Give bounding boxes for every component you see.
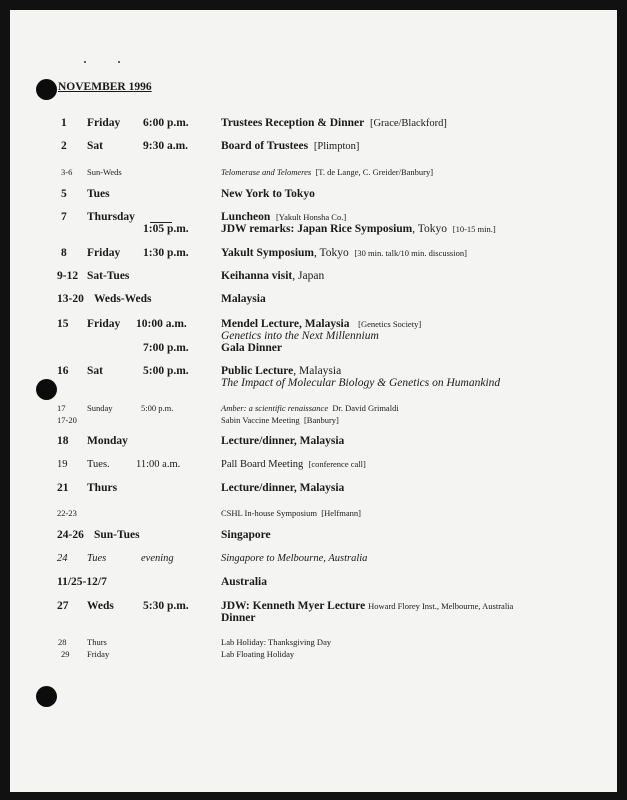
entry-date: 17 [57, 403, 66, 413]
entry-event: Public Lecture, Malaysia [221, 365, 342, 377]
document-page [10, 10, 617, 792]
entry-event-secondary: Gala Dinner [221, 342, 283, 354]
entry-day: Thursday [87, 211, 135, 223]
entry-day: Sun-Weds [87, 167, 122, 177]
entry-date: 15 [57, 318, 69, 330]
entry-day: Monday [87, 435, 128, 447]
entry-event: Singapore [221, 529, 271, 541]
entry-date: 1 [61, 117, 67, 129]
entry-event-secondary: Dinner [221, 612, 256, 624]
entry-date: 2 [61, 140, 67, 152]
entry-subtitle: The Impact of Molecular Biology & Genetics on Humankind [221, 377, 501, 389]
entry-event: Lab Floating Holiday [221, 649, 295, 659]
entry-time: 10:00 a.m. [136, 318, 187, 330]
entry-event: Yakult Symposium, Tokyo [30 min. talk/10 min. discussion] [221, 247, 467, 259]
entry-event: Trustees Reception & Dinner [Grace/Blackford] [221, 117, 447, 129]
entry-event: Amber: a scientific renaissance Dr. David Grimaldi [221, 403, 399, 413]
entry-date: 24-26 [57, 529, 84, 541]
entry-time: 7:00 p.m. [143, 342, 189, 354]
entry-day: Sat [87, 140, 103, 152]
entry-subtitle: Genetics into the Next Millennium [221, 330, 379, 342]
entry-date: 22-23 [57, 508, 77, 518]
entry-date: 7 [61, 211, 67, 223]
entry-date: 29 [61, 649, 70, 659]
entry-date: 28 [58, 637, 67, 647]
entry-event: Keihanna visit, Japan [221, 270, 325, 282]
entry-event: Mendel Lecture, Malaysia [Genetics Society] [221, 318, 422, 330]
entry-day: Friday [87, 649, 110, 659]
entry-date: 16 [57, 365, 69, 377]
entry-event: New York to Tokyo [221, 188, 315, 200]
entry-event: Singapore to Melbourne, Australia [221, 553, 368, 564]
entry-day: Weds [87, 600, 114, 612]
entry-event: JDW: Kenneth Myer Lecture Howard Florey Inst., Melbourne, Australia [221, 600, 514, 612]
entry-day: Weds-Weds [94, 293, 152, 305]
entry-event: Malaysia [221, 293, 266, 305]
entry-date: 9-12 [57, 270, 79, 282]
entry-date: 5 [61, 188, 67, 200]
page-title: NOVEMBER 1996 [58, 81, 152, 93]
entry-date: 17-20 [57, 415, 77, 425]
speck-mark [118, 61, 120, 63]
entry-day: Sat [87, 365, 103, 377]
entry-day: Friday [87, 318, 121, 330]
entry-date: 11/25-12/7 [57, 576, 107, 588]
entry-day: Tues [87, 553, 107, 564]
entry-event-secondary: JDW remarks: Japan Rice Symposium, Tokyo [10-15 min.] [221, 223, 496, 235]
entry-day: Tues [87, 188, 110, 200]
entry-time: 9:30 a.m. [143, 140, 189, 152]
punch-hole [36, 79, 57, 100]
entry-event: Sabin Vaccine Meeting [Banbury] [221, 415, 339, 425]
entry-event: Luncheon [Yakult Honsha Co.] [221, 211, 347, 223]
entry-event: CSHL In-house Symposium [Helfmann] [221, 508, 361, 518]
punch-hole [36, 379, 57, 400]
entry-event: Pall Board Meeting [conference call] [221, 459, 366, 470]
entry-date: 18 [57, 435, 69, 447]
speck-mark [84, 61, 86, 63]
entry-day: Sat-Tues [87, 270, 130, 282]
entry-time: 1:30 p.m. [143, 247, 189, 259]
entry-day: Sun-Tues [94, 529, 140, 541]
entry-day: Sunday [87, 403, 113, 413]
entry-date: 3-6 [61, 167, 73, 177]
entry-date: 19 [57, 459, 68, 470]
entry-event: Lab Holiday: Thanksgiving Day [221, 637, 332, 647]
entry-date: 13-20 [57, 293, 84, 305]
entry-date: 21 [57, 482, 69, 494]
entry-time: evening [141, 553, 174, 564]
entry-time: 5:30 p.m. [143, 600, 189, 612]
entry-event: Lecture/dinner, Malaysia [221, 435, 345, 447]
entry-day: Thurs [87, 482, 118, 494]
entry-time: 5:00 p.m. [143, 365, 189, 377]
entry-day: Friday [87, 247, 121, 259]
entry-time: 6:00 p.m. [143, 117, 189, 129]
entry-event: Lecture/dinner, Malaysia [221, 482, 345, 494]
entry-date: 27 [57, 600, 69, 612]
entry-day: Friday [87, 117, 121, 129]
entry-day: Thurs [87, 637, 107, 647]
entry-time: 11:00 a.m. [136, 459, 181, 470]
punch-hole [36, 686, 57, 707]
entry-date: 8 [61, 247, 67, 259]
entry-event: Telomerase and Telomeres [T. de Lange, C. Greider/Banbury] [221, 167, 434, 177]
entry-event: Australia [221, 576, 267, 588]
entry-event: Board of Trustees [Plimpton] [221, 140, 360, 152]
entry-time: 5:00 p.m. [141, 403, 174, 413]
entry-date: 24 [57, 553, 68, 564]
entry-time: 1:05 p.m. [143, 223, 189, 235]
entry-day: Tues. [87, 459, 110, 470]
